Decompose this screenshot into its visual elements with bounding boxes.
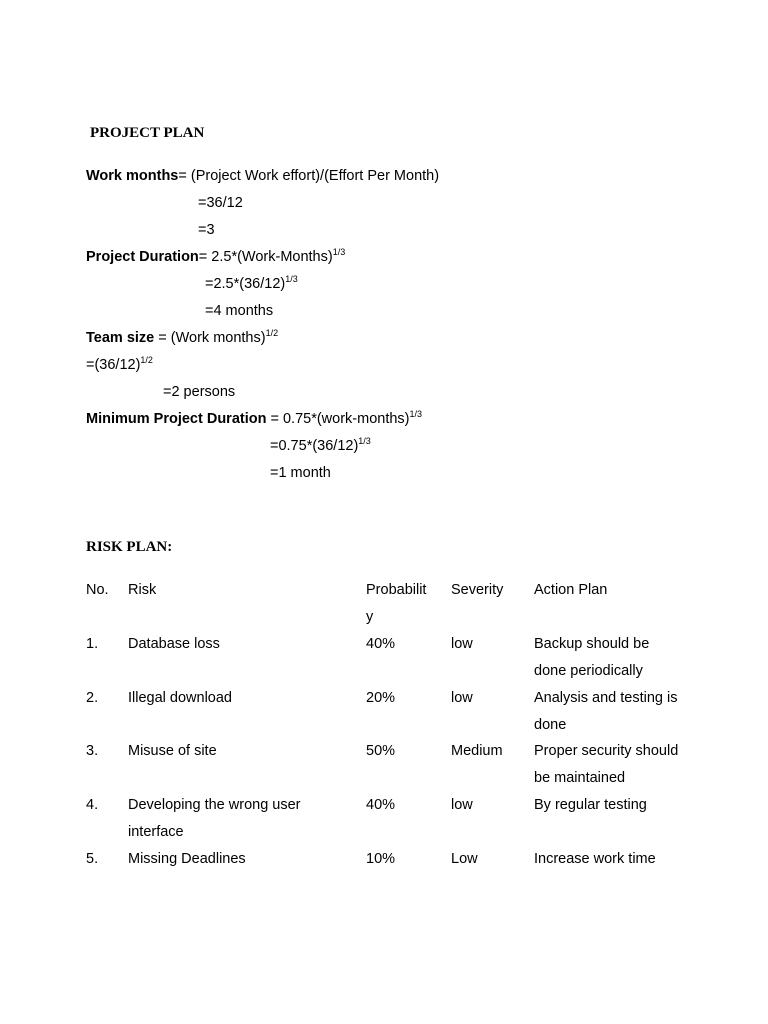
row-risk-line1: Missing Deadlines xyxy=(128,851,246,867)
row-action-line2: be maintained xyxy=(534,770,626,786)
min-duration-line xyxy=(86,410,422,428)
header-risk: Risk xyxy=(128,582,157,598)
row-action xyxy=(534,631,649,685)
min-duration-step1: =0.75*(36/12) xyxy=(270,438,359,454)
row-risk xyxy=(128,792,301,846)
row-risk xyxy=(128,631,220,658)
row-probability: 10% xyxy=(366,851,396,867)
row-action-line1: By regular testing xyxy=(534,797,647,813)
project-plan-heading: PROJECT PLAN xyxy=(90,125,205,141)
team-size-formula: = (Work months) xyxy=(154,330,266,346)
team-size-step1-exponent: 1/2 xyxy=(140,355,153,366)
header-severity: Severity xyxy=(451,582,504,598)
row-action-line1: Increase work time xyxy=(534,851,656,867)
header-probability xyxy=(366,577,426,631)
project-duration-step1-line xyxy=(205,275,298,293)
row-number: 4. xyxy=(86,797,99,813)
row-number: 2. xyxy=(86,690,99,706)
row-number: 3. xyxy=(86,743,99,759)
row-severity: Medium xyxy=(451,743,503,759)
project-duration-step1: =2.5*(36/12) xyxy=(205,276,286,292)
row-risk-line1: Developing the wrong user xyxy=(128,797,301,813)
row-action xyxy=(534,792,647,819)
project-duration-step1-exponent: 1/3 xyxy=(285,274,298,285)
row-number: 1. xyxy=(86,636,99,652)
header-probability-line2: y xyxy=(366,609,374,625)
work-months-step2: =3 xyxy=(198,222,215,238)
team-size-step1: =(36/12) xyxy=(86,357,141,373)
row-probability: 20% xyxy=(366,690,396,706)
team-size-step2: =2 persons xyxy=(163,384,236,400)
row-probability: 40% xyxy=(366,636,396,652)
row-risk-line1: Misuse of site xyxy=(128,743,217,759)
min-duration-formula: = 0.75*(work-months) xyxy=(266,411,410,427)
project-duration-step2: =4 months xyxy=(205,303,274,319)
min-duration-step1-line xyxy=(270,437,371,455)
row-risk-line2: interface xyxy=(128,824,184,840)
project-duration-exponent: 1/3 xyxy=(332,247,346,258)
row-action-line1: Backup should be xyxy=(534,636,650,652)
row-probability: 40% xyxy=(366,797,396,813)
row-risk xyxy=(128,738,217,765)
work-months-line xyxy=(86,167,439,185)
row-number: 5. xyxy=(86,851,99,867)
header-no: No. xyxy=(86,582,109,598)
row-action-line1: Proper security should xyxy=(534,743,679,759)
team-size-label: Team size xyxy=(86,330,155,346)
header-action-plan: Action Plan xyxy=(534,582,608,598)
min-duration-label: Minimum Project Duration xyxy=(86,411,267,427)
row-risk-line1: Illegal download xyxy=(128,690,232,706)
min-duration-step2: =1 month xyxy=(270,465,331,481)
row-action xyxy=(534,738,678,792)
row-severity: low xyxy=(451,690,473,706)
row-action-line1: Analysis and testing is xyxy=(534,690,678,706)
team-size-line xyxy=(86,329,278,347)
row-severity: Low xyxy=(451,851,478,867)
row-risk xyxy=(128,685,232,712)
work-months-label: Work months xyxy=(86,168,179,184)
row-severity: low xyxy=(451,797,473,813)
min-duration-step1-exponent: 1/3 xyxy=(358,436,371,447)
row-risk xyxy=(128,846,246,873)
team-size-exponent: 1/2 xyxy=(265,328,279,339)
header-probability-line1: Probabilit xyxy=(366,582,427,598)
row-action xyxy=(534,685,677,739)
project-duration-label: Project Duration xyxy=(86,249,199,265)
work-months-step1: =36/12 xyxy=(198,195,243,211)
risk-plan-heading: RISK PLAN: xyxy=(86,539,173,555)
min-duration-exponent: 1/3 xyxy=(409,409,423,420)
row-severity: low xyxy=(451,636,473,652)
row-action-line2: done xyxy=(534,717,567,733)
work-months-formula: = (Project Work effort)/(Effort Per Month) xyxy=(178,168,440,184)
row-action-line2: done periodically xyxy=(534,663,643,679)
row-probability: 50% xyxy=(366,743,396,759)
row-action xyxy=(534,846,656,873)
project-duration-line xyxy=(86,248,345,266)
team-size-step1-line xyxy=(86,356,153,374)
row-risk-line1: Database loss xyxy=(128,636,220,652)
project-duration-formula: = 2.5*(Work-Months) xyxy=(198,249,333,265)
